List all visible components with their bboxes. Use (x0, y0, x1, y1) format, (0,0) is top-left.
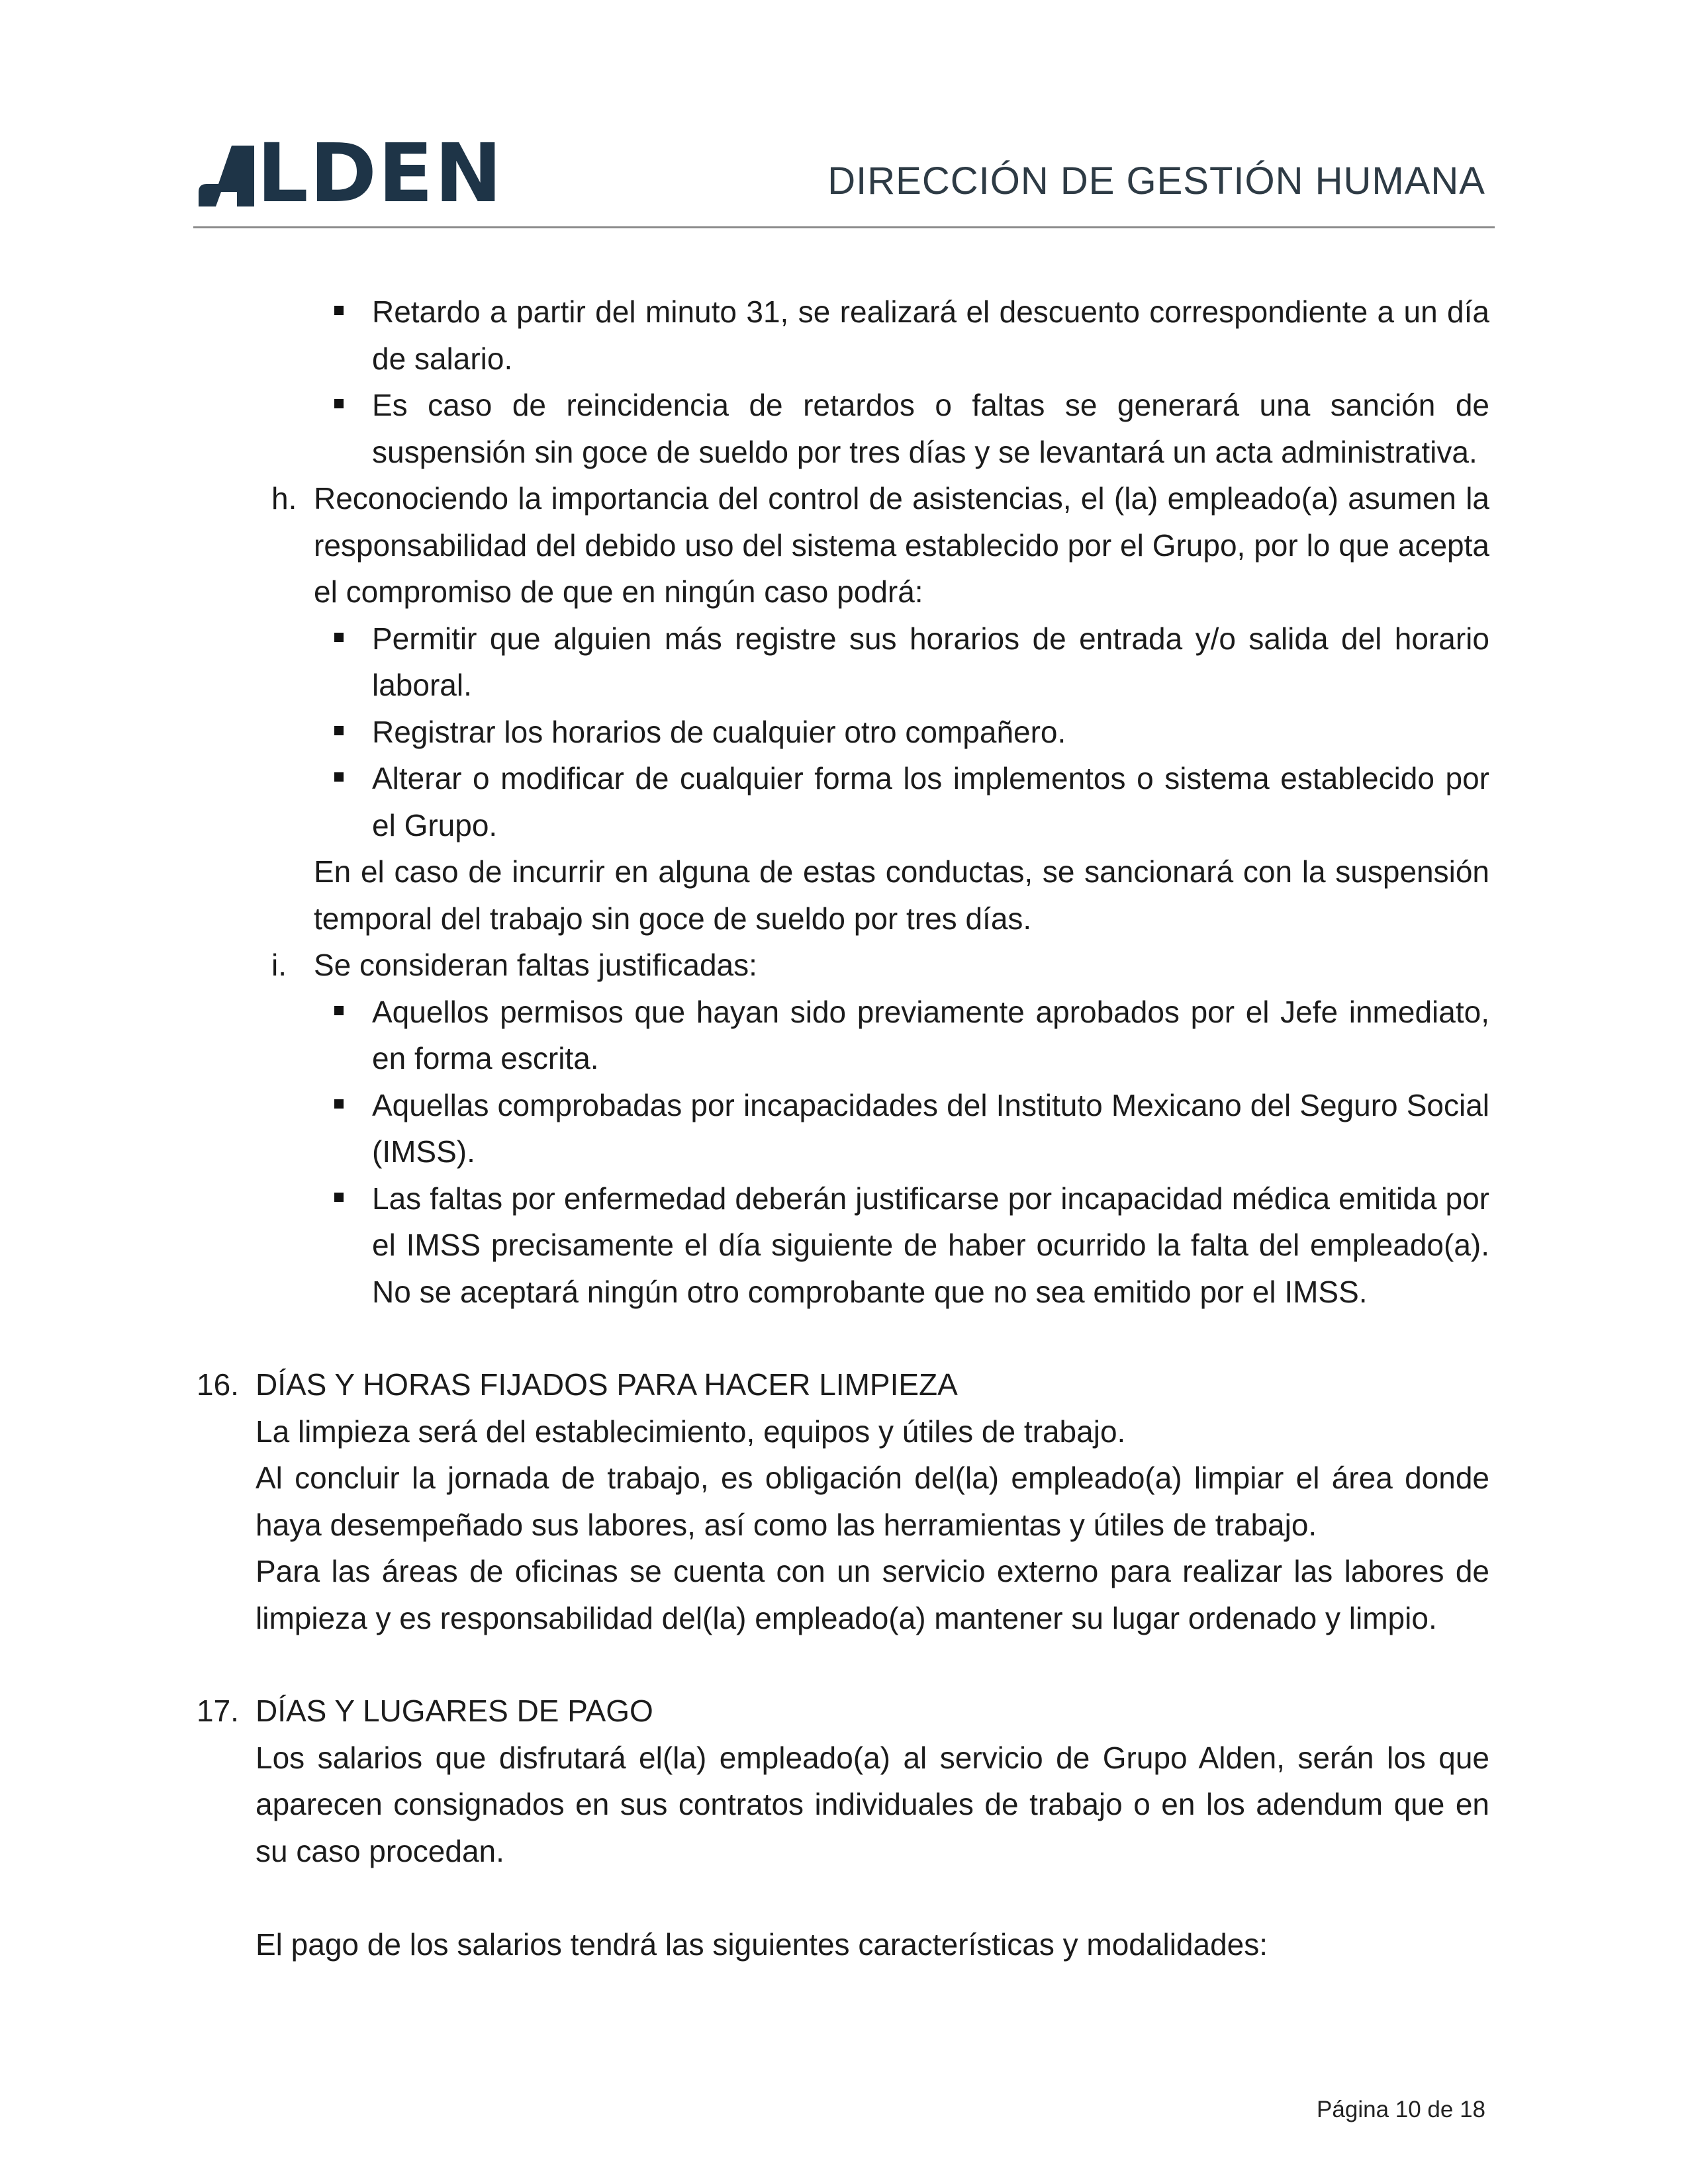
page-number: Página 10 de 18 (1317, 2097, 1485, 2122)
document-body (193, 289, 1489, 1968)
paragraph: El pago de los salarios tendrá las siguientes características y modalidades: (256, 1927, 1268, 1962)
paragraph: Al concluir la jornada de trabajo, es obligación del(la) empleado(a) limpiar el área donde haya desempeñado sus labores, así como las herramientas y útiles de trabajo. (256, 1461, 1489, 1542)
paragraph: Los salarios que disfrutará el(la) empleado(a) al servicio de Grupo Alden, serán los que aparecen consignados en sus contratos individuales de trabajo o en los adendum que en su caso procedan. (256, 1740, 1489, 1868)
section-number: 16. (197, 1367, 239, 1402)
list-item: Es caso de reincidencia de retardos o faltas se generará una sanción de suspensión sin goce de sueldo por tres días y se levantará un acta administrativa. (193, 382, 1489, 475)
section-number: 17. (197, 1694, 239, 1728)
square-bullet-icon (334, 726, 344, 735)
section-16-heading (193, 1361, 1489, 1408)
square-bullet-icon (334, 772, 344, 782)
square-bullet-icon (334, 1099, 344, 1109)
square-bullet-icon (334, 633, 344, 642)
company-logo (193, 126, 504, 220)
list-item: Aquellas comprobadas por incapacidades del Instituto Mexicano del Seguro Social (IMSS). (193, 1082, 1489, 1175)
square-bullet-icon (334, 306, 344, 315)
logo-wordmark: LDEN (257, 126, 504, 220)
clause-h: h. Reconociendo la importancia del control de asistencias, el (la) empleado(a) asumen la responsabilidad del debido uso del sistema establecido por el Grupo, por lo que acepta el compromiso de que en ningún caso podrá: (193, 475, 1489, 615)
list-item: Alterar o modificar de cualquier forma los implementos o sistema establecido por el Grupo. (193, 755, 1489, 848)
clause-marker: h. (271, 481, 297, 516)
list-item: Registrar los horarios de cualquier otro compañero. (193, 709, 1489, 756)
list-item: Permitir que alguien más registre sus horarios de entrada y/o salida del horario laboral. (193, 615, 1489, 709)
section-title: DÍAS Y HORAS FIJADOS PARA HACER LIMPIEZA (256, 1367, 958, 1402)
header-title: DIRECCIÓN DE GESTIÓN HUMANA (827, 159, 1485, 203)
square-bullet-icon (334, 1193, 344, 1202)
list-item: Aquellos permisos que hayan sido previamente aprobados por el Jefe inmediato, en forma escrita. (193, 989, 1489, 1082)
list-item: Retardo a partir del minuto 31, se realizará el descuento correspondiente a un día de salario. (193, 289, 1489, 382)
logo-a-mark-icon (193, 146, 254, 206)
section-title: DÍAS Y LUGARES DE PAGO (256, 1694, 653, 1728)
header-divider (193, 226, 1495, 228)
clause-marker: i. (271, 948, 287, 982)
paragraph: La limpieza será del establecimiento, equipos y útiles de trabajo. (256, 1414, 1126, 1449)
paragraph: Para las áreas de oficinas se cuenta con un servicio externo para realizar las labores de limpieza y es responsabilidad del(la) empleado(a) mantener su lugar ordenado y limpio. (256, 1554, 1489, 1635)
clause-h-closing: En el caso de incurrir en alguna de estas conductas, se sancionará con la suspensión temporal del trabajo sin goce de sueldo por tres días. (314, 854, 1489, 936)
section-17-heading (193, 1688, 1489, 1735)
list-item: Las faltas por enfermedad deberán justificarse por incapacidad médica emitida por el IMSS precisamente el día siguiente de haber ocurrido la falta del empleado(a). No se aceptará ningún otro comprobante que no sea emitido por el IMSS. (193, 1175, 1489, 1316)
square-bullet-icon (334, 399, 344, 408)
clause-i: i. Se consideran faltas justificadas: (193, 942, 1489, 989)
square-bullet-icon (334, 1006, 344, 1015)
